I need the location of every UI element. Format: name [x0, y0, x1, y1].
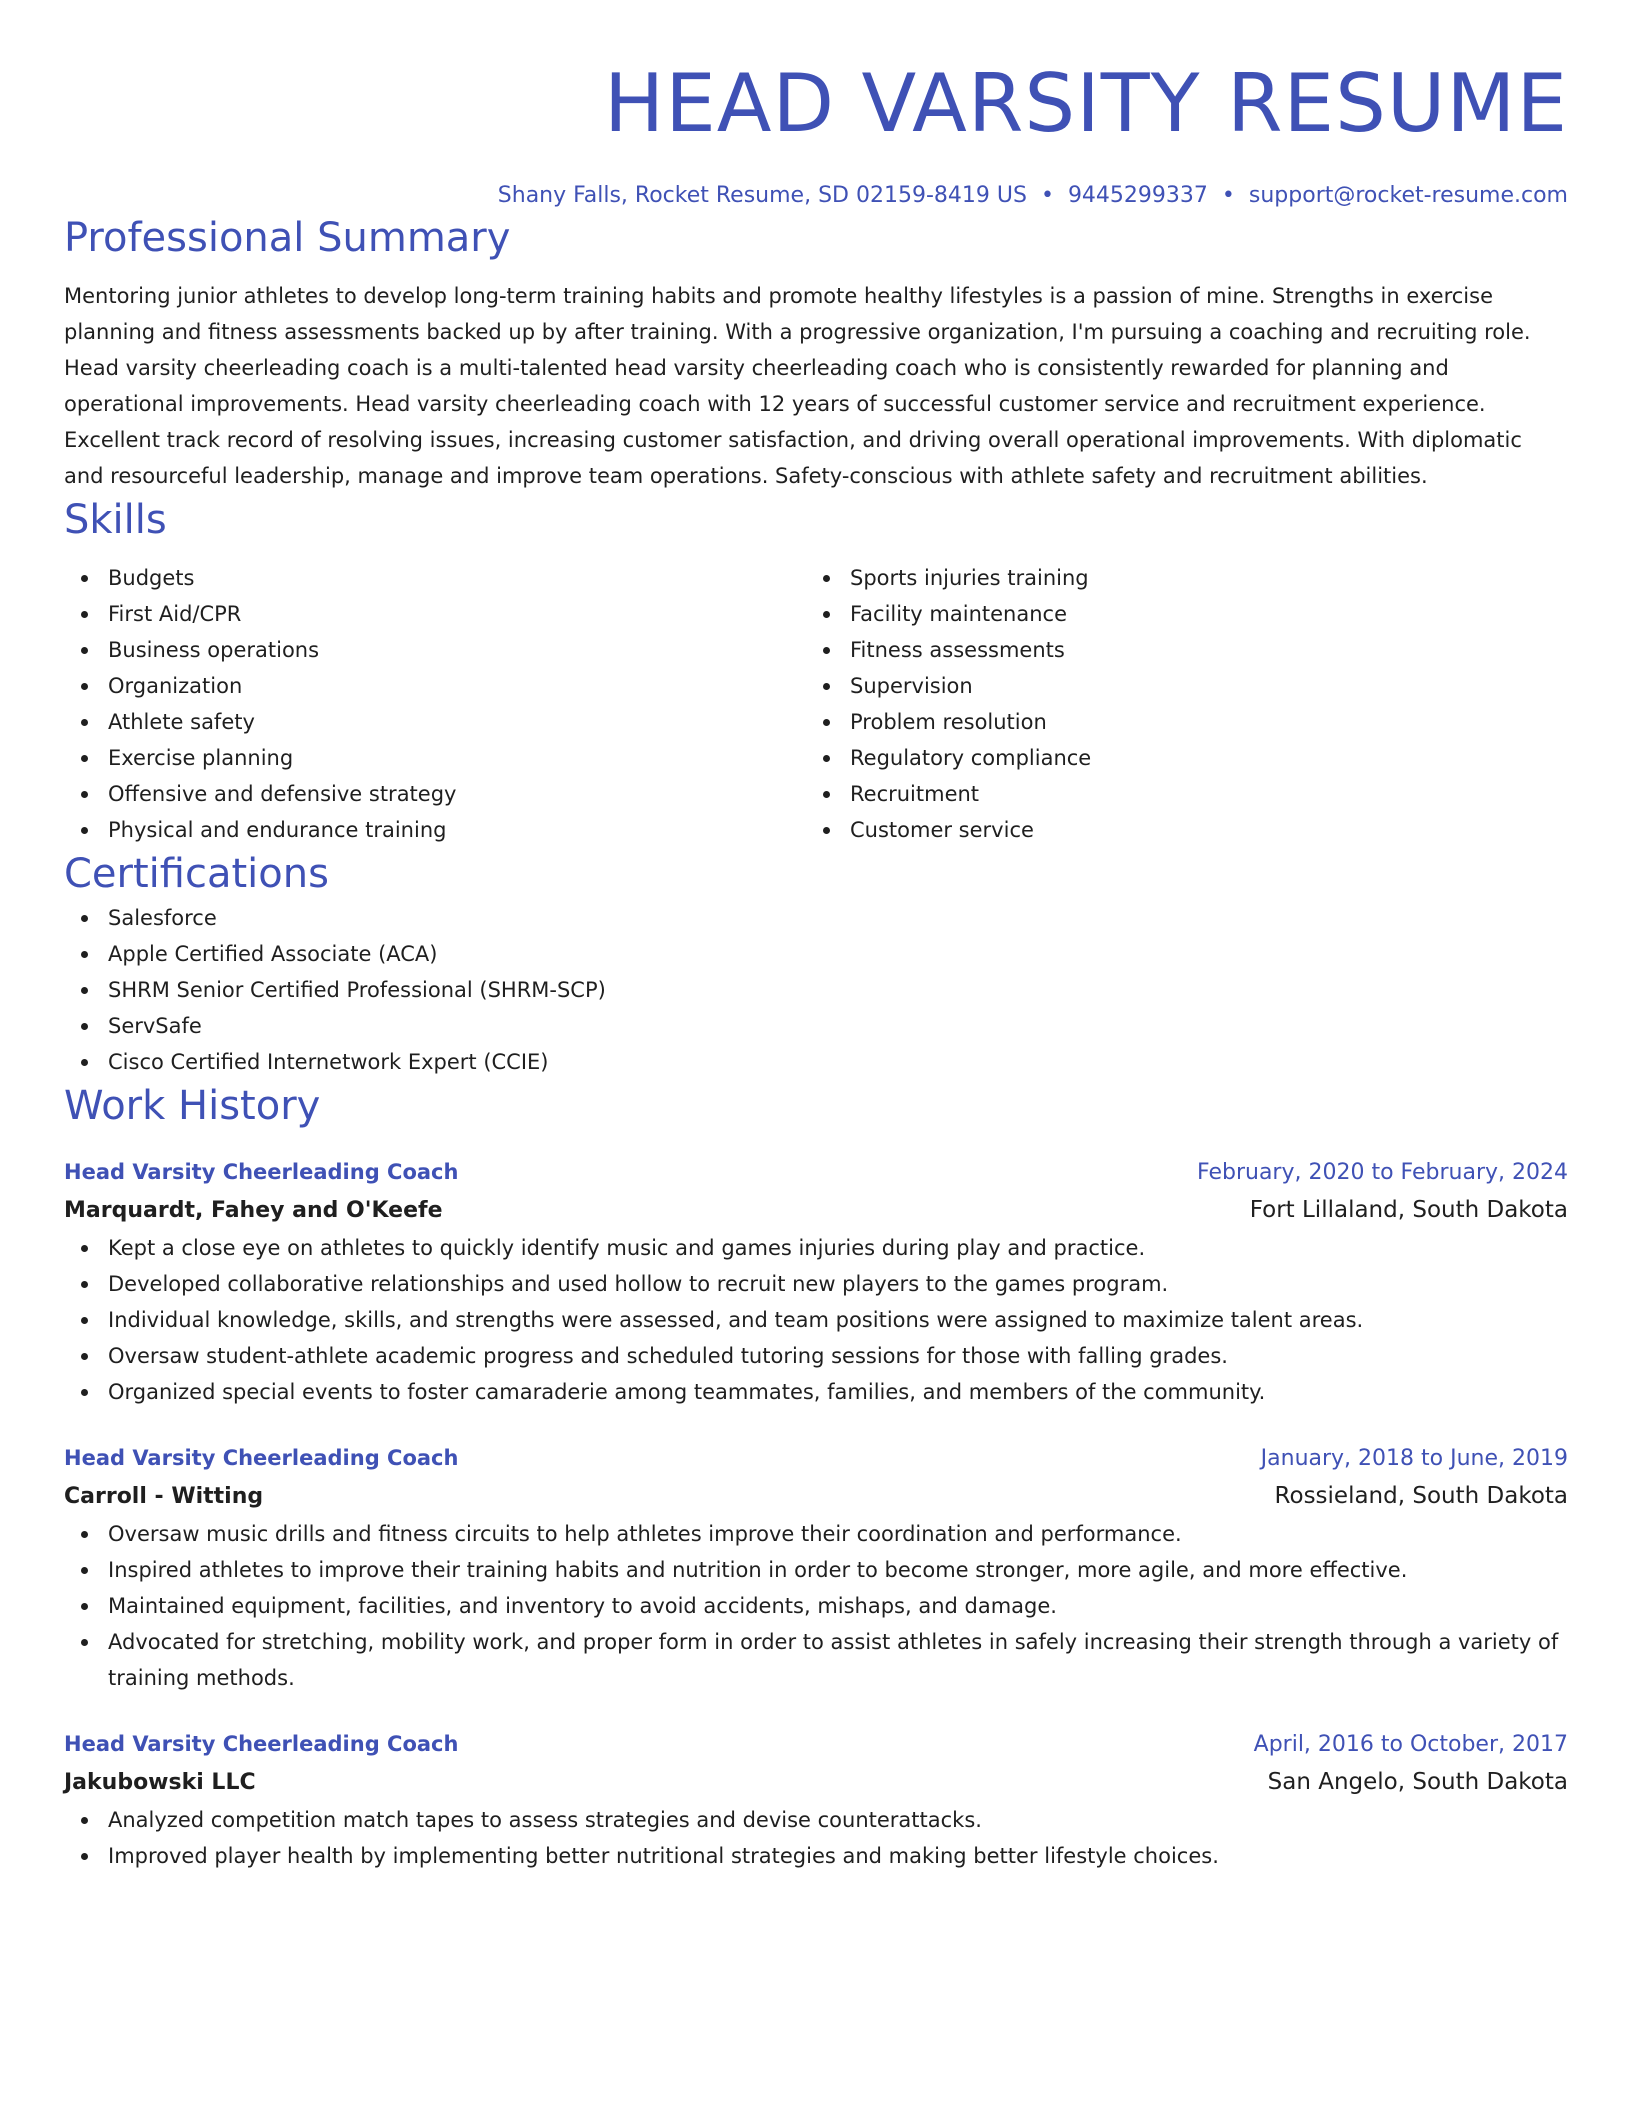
skill-item: Physical and endurance training — [108, 812, 806, 848]
skill-item: Regulatory compliance — [850, 740, 1548, 776]
certifications-list — [64, 900, 1568, 1080]
job-duty: Developed collaborative relationships and used hollow to recruit new players to the games program. — [108, 1266, 1568, 1302]
job-location: Rossieland, South Dakota — [1274, 1483, 1568, 1509]
skill-item: Athlete safety — [108, 704, 806, 740]
job-header — [64, 1726, 1568, 1763]
job-duty: Oversaw student-athlete academic progress and scheduled tutoring sessions for those with falling grades. — [108, 1338, 1568, 1374]
skills-grid — [64, 560, 1568, 848]
contact-separator: • — [1040, 183, 1054, 208]
contact-line — [64, 180, 1568, 212]
skill-item: Exercise planning — [108, 740, 806, 776]
skill-item: Sports injuries training — [850, 560, 1548, 596]
job-duties-list — [64, 1516, 1568, 1696]
job-title: Head Varsity Cheerleading Coach — [64, 1160, 459, 1184]
section-heading-summary: Professional Summary — [64, 215, 511, 261]
contact-separator: • — [1221, 183, 1235, 208]
job-duty: Individual knowledge, skills, and strengths were assessed, and team positions were assigned to maximize talent areas. — [108, 1302, 1568, 1338]
job-location: San Angelo, South Dakota — [1267, 1769, 1568, 1795]
job-location: Fort Lillaland, South Dakota — [1249, 1197, 1568, 1223]
skills-column-left — [64, 560, 806, 848]
skill-item: Recruitment — [850, 776, 1548, 812]
certification-item: Apple Certified Associate (ACA) — [108, 936, 1568, 972]
certification-item: Cisco Certified Internetwork Expert (CCIE) — [108, 1044, 1568, 1080]
contact-email: support@rocket-resume.com — [1248, 183, 1568, 208]
certification-item: Salesforce — [108, 900, 1568, 936]
job-duties-list — [64, 1230, 1568, 1410]
skill-item: Business operations — [108, 632, 806, 668]
job-entry — [64, 1726, 1568, 1874]
skill-item: Organization — [108, 668, 806, 704]
job-subheader — [64, 1191, 1568, 1230]
job-title: Head Varsity Cheerleading Coach — [64, 1446, 459, 1470]
job-duty: Improved player health by implementing better nutritional strategies and making better lifestyle choices. — [108, 1838, 1568, 1874]
skill-item: Fitness assessments — [850, 632, 1548, 668]
job-duty: Organized special events to foster camaraderie among teammates, families, and members of the community. — [108, 1374, 1568, 1410]
skill-item: Facility maintenance — [850, 596, 1548, 632]
job-dates: January, 2018 to June, 2019 — [1260, 1446, 1568, 1471]
job-duty: Kept a close eye on athletes to quickly identify music and games injuries during play and practice. — [108, 1230, 1568, 1266]
section-heading-work-history: Work History — [64, 1083, 321, 1129]
resume-page — [64, 0, 1568, 1874]
skill-item: Supervision — [850, 668, 1548, 704]
skills-list-left — [64, 560, 806, 848]
job-duty: Maintained equipment, facilities, and inventory to avoid accidents, mishaps, and damage. — [108, 1588, 1568, 1624]
job-duty: Oversaw music drills and fitness circuits to help athletes improve their coordination and performance. — [108, 1516, 1568, 1552]
job-dates: April, 2016 to October, 2017 — [1253, 1732, 1568, 1757]
job-subheader — [64, 1477, 1568, 1516]
skill-item: Offensive and defensive strategy — [108, 776, 806, 812]
job-duty: Advocated for stretching, mobility work, and proper form in order to assist athletes in safely increasing their strength through a variety of training methods. — [108, 1624, 1568, 1696]
contact-phone: 9445299337 — [1067, 183, 1208, 208]
job-subheader — [64, 1763, 1568, 1802]
section-heading-certifications: Certifications — [64, 851, 329, 897]
job-title: Head Varsity Cheerleading Coach — [64, 1732, 459, 1756]
job-company: Jakubowski LLC — [64, 1770, 256, 1795]
skill-item: Budgets — [108, 560, 806, 596]
skill-item: Problem resolution — [850, 704, 1548, 740]
job-duty: Analyzed competition match tapes to assess strategies and devise counterattacks. — [108, 1802, 1568, 1838]
job-company: Marquardt, Fahey and O'Keefe — [64, 1198, 443, 1223]
section-heading-skills: Skills — [64, 497, 167, 543]
job-entry — [64, 1154, 1568, 1410]
job-header — [64, 1440, 1568, 1477]
skill-item: First Aid/CPR — [108, 596, 806, 632]
job-entry — [64, 1440, 1568, 1696]
job-company: Carroll - Witting — [64, 1484, 264, 1509]
job-duty: Inspired athletes to improve their training habits and nutrition in order to become stronger, more agile, and more effective. — [108, 1552, 1568, 1588]
job-dates: February, 2020 to February, 2024 — [1197, 1160, 1568, 1185]
contact-address: Shany Falls, Rocket Resume, SD 02159-8419 US — [497, 183, 1027, 208]
certification-item: SHRM Senior Certified Professional (SHRM-SCP) — [108, 972, 1568, 1008]
summary-text: Mentoring junior athletes to develop long-term training habits and promote healthy lifestyles is a passion of mine. Strengths in exercise planning and fitness assessments backed up by after training. With a progressive organization, I'm pursuing a coaching and recruiting role. Head varsity cheerleading coach is a multi-talented head varsity cheerleading coach who is consistently rewarded for planning and operational improvements. Head varsity cheerleading coach with 12 years of successful customer service and recruitment experience. Excellent track record of resolving issues, increasing customer satisfaction, and driving overall operational improvements. With diplomatic and resourceful leadership, manage and improve team operations. Safety-conscious with athlete safety and recruitment abilities. — [64, 284, 1531, 488]
resume-title: HEAD VARSITY RESUME — [604, 57, 1568, 150]
skill-item: Customer service — [850, 812, 1548, 848]
certification-item: ServSafe — [108, 1008, 1568, 1044]
skills-list-right — [806, 560, 1548, 848]
job-header — [64, 1154, 1568, 1191]
job-duties-list — [64, 1802, 1568, 1874]
skills-column-right — [806, 560, 1548, 848]
